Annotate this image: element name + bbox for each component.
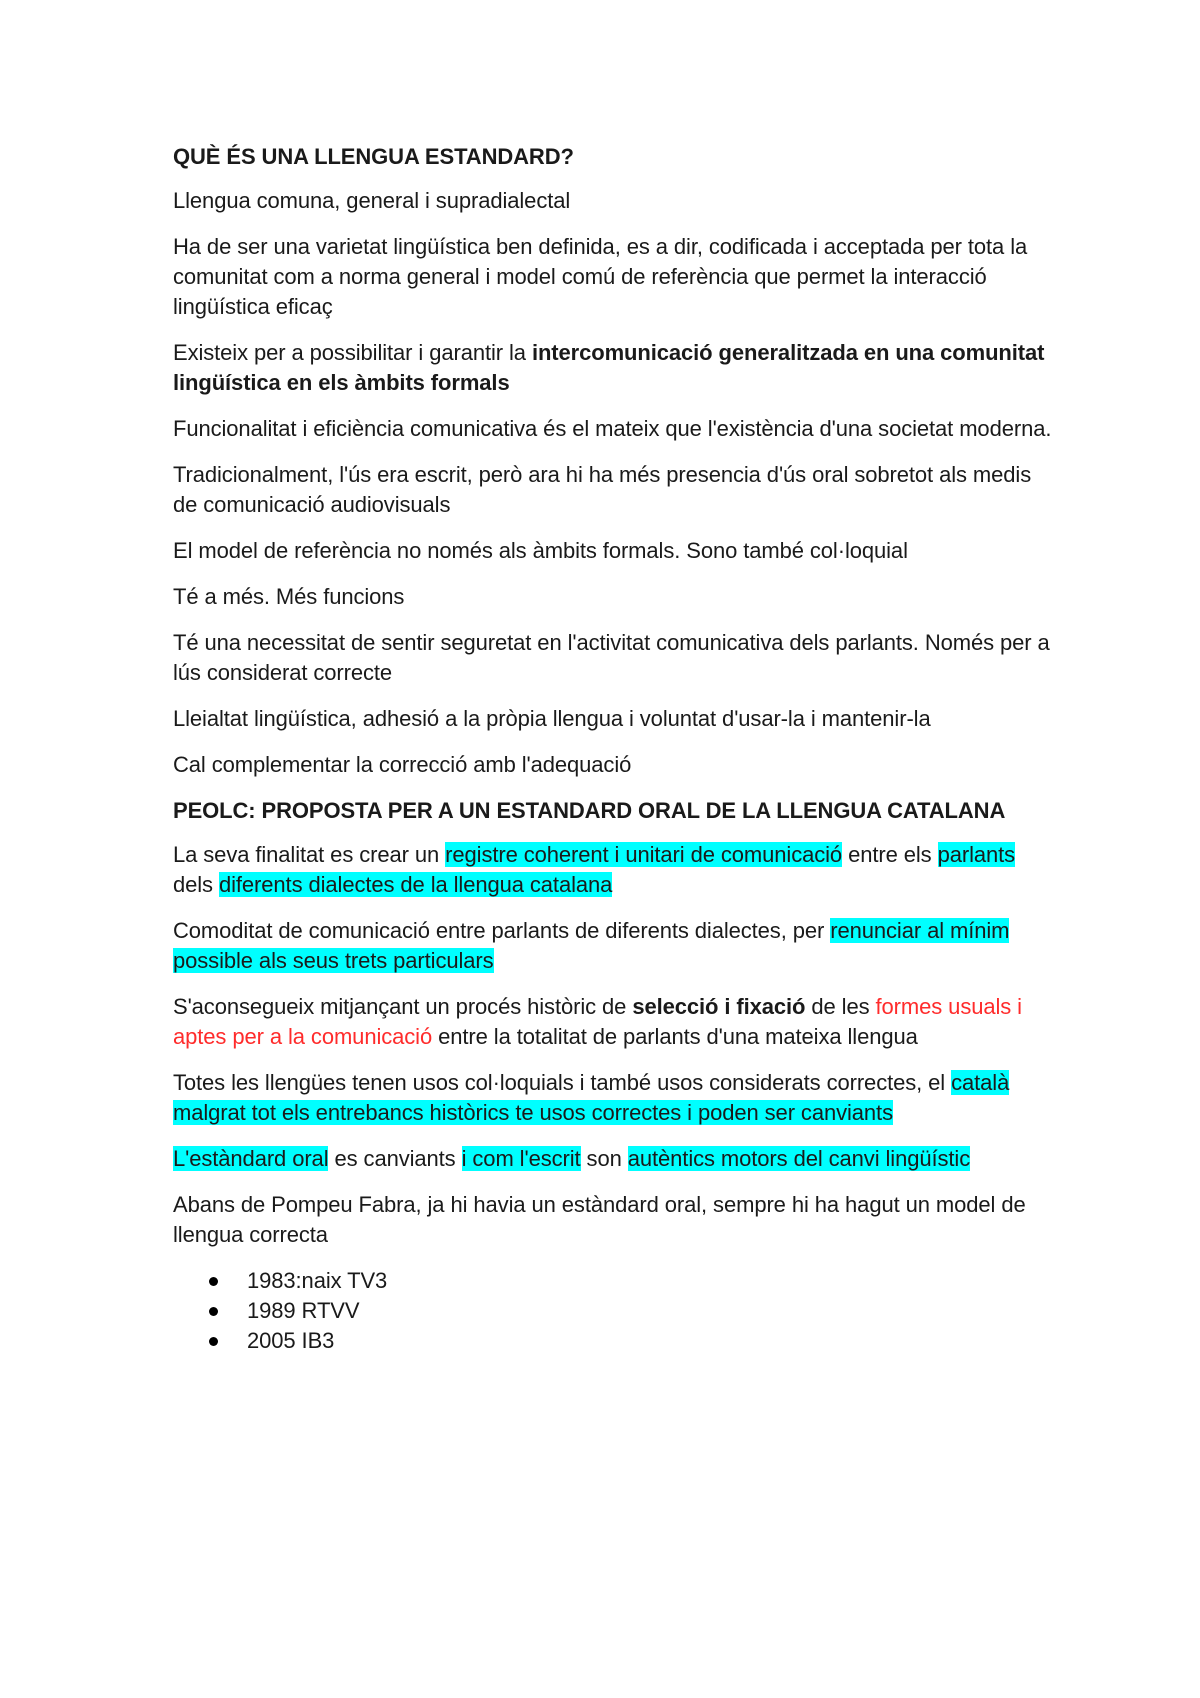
bullet-list (173, 1266, 1053, 1356)
paragraph: Ha de ser una varietat lingüística ben definida, es a dir, codificada i acceptada per tota la comunitat com a norma general i model comú de referència que permet la interacció lingüística eficaç (173, 234, 1028, 319)
bold-text: intercomunicació generalitzada en una comunitat lingüística en els àmbits formals (173, 340, 1045, 395)
list-item-text: 2005 IB3 (247, 1328, 335, 1353)
section-heading: QUÈ ÉS UNA LLENGUA ESTANDARD? (173, 144, 574, 169)
paragraph (173, 840, 1053, 900)
text-run: dels (173, 872, 219, 897)
section-heading: PEOLC: PROPOSTA PER A UN ESTANDARD ORAL DE LA LLENGUA CATALANA (173, 798, 1006, 823)
text-run: La seva finalitat es crear un (173, 842, 446, 867)
paragraph: Cal complementar la correcció amb l'adequació (173, 752, 632, 777)
bold-text: selecció i fixació (632, 994, 806, 1019)
paragraph: Té a més. Més funcions (173, 584, 405, 609)
paragraph (173, 338, 1053, 398)
paragraph: Té una necessitat de sentir seguretat en l'activitat comunicativa dels parlants. Només per a lús considerat correcte (173, 630, 1050, 685)
list-item (209, 1296, 1053, 1326)
highlighted-text: renunciar al mínim possible als seus trets particulars (173, 918, 1010, 973)
paragraph: Abans de Pompeu Fabra, ja hi havia un estàndard oral, sempre hi ha hagut un model de llengua correcta (173, 1192, 1026, 1247)
text-run: entre els (842, 842, 938, 867)
paragraph (173, 1068, 1053, 1128)
paragraph: Funcionalitat i eficiència comunicativa és el mateix que l'existència d'una societat moderna. (173, 416, 1052, 441)
paragraph: Llengua comuna, general i supradialectal (173, 188, 571, 213)
bullet-icon (209, 1337, 218, 1346)
text-run: de les (805, 994, 876, 1019)
text-run: es canviants (328, 1146, 462, 1171)
text-run: S'aconsegueix mitjançant un procés històric de (173, 994, 633, 1019)
paragraph (173, 992, 1053, 1052)
highlighted-text: català malgrat tot els entrebancs històrics te usos correctes i poden ser canviants (173, 1070, 1010, 1125)
bullet-icon (209, 1277, 218, 1286)
text-run: Comoditat de comunicació entre parlants de diferents dialectes, per (173, 918, 831, 943)
highlighted-text: autèntics motors del canvi lingüístic (627, 1146, 971, 1171)
paragraph: El model de referència no només als àmbits formals. Sono també col·loquial (173, 538, 908, 563)
red-text: formes usuals i aptes per a la comunicació (173, 994, 1022, 1049)
list-item (209, 1266, 1053, 1296)
highlighted-text: diferents dialectes de la llengua catalana (218, 872, 613, 897)
paragraph (173, 1144, 1053, 1174)
highlighted-text: registre coherent i unitari de comunicació (445, 842, 843, 867)
list-item-text: 1989 RTVV (247, 1298, 360, 1323)
highlighted-text: parlants (937, 842, 1016, 867)
document-page (173, 142, 1053, 1356)
bullet-icon (209, 1307, 218, 1316)
text-run: son (580, 1146, 628, 1171)
text-run: Totes les llengües tenen usos col·loquials i també usos considerats correctes, el (173, 1070, 952, 1095)
text-run: Existeix per a possibilitar i garantir la (173, 340, 532, 365)
list-item-text: 1983:naix TV3 (247, 1268, 388, 1293)
paragraph: Tradicionalment, l'ús era escrit, però ara hi ha més presencia d'ús oral sobretot als medis de comunicació audiovisuals (173, 462, 1032, 517)
highlighted-text: i com l'escrit (461, 1146, 581, 1171)
paragraph (173, 916, 1053, 976)
list-item (209, 1326, 1053, 1356)
paragraph: Lleialtat lingüística, adhesió a la pròpia llengua i voluntat d'usar-la i mantenir-la (173, 706, 931, 731)
highlighted-text: L'estàndard oral (173, 1146, 329, 1171)
text-run: entre la totalitat de parlants d'una mateixa llengua (432, 1024, 918, 1049)
